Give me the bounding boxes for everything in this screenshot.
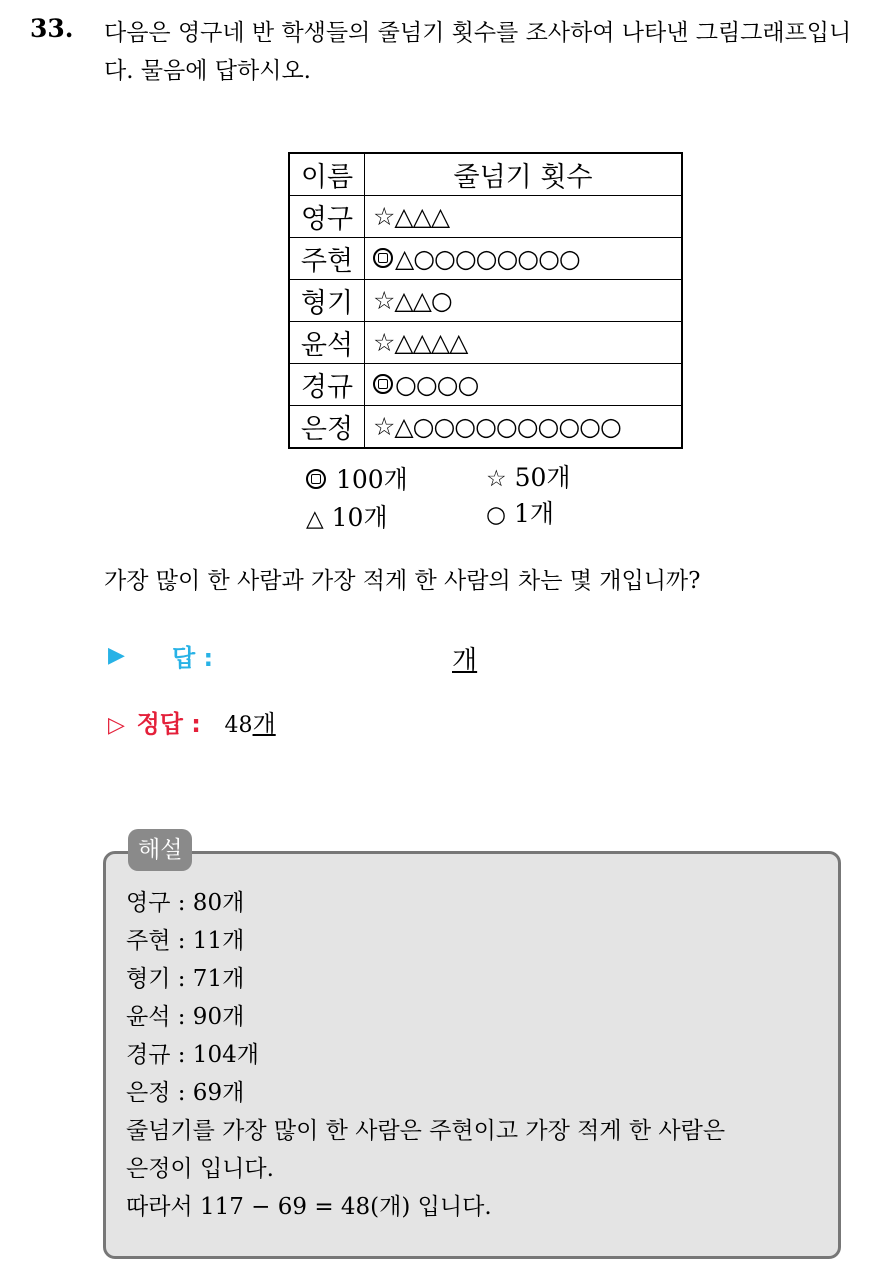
row-name: 주현 (289, 238, 365, 280)
explanation-line: 줄넘기를 가장 많이 한 사람은 주현이고 가장 적게 한 사람은 (126, 1118, 726, 1144)
row-symbols: △○○○○○○○○ (395, 244, 580, 273)
legend-hundred-label: 100개 (335, 465, 408, 494)
explanation-line: 형기 : 71개 (126, 966, 245, 992)
table-row (289, 406, 682, 449)
row-symbols-with-hundred (365, 238, 683, 280)
header-name: 이름 (289, 153, 365, 196)
legend-triangle (306, 498, 388, 534)
table-row (289, 196, 682, 238)
explanation-line: 주현 : 11개 (126, 928, 245, 954)
legend-star (486, 458, 571, 494)
triangle-icon: △ (306, 506, 324, 532)
explanation-line: 은정이 입니다. (126, 1156, 274, 1182)
explanation-lines (126, 884, 836, 1226)
correct-number: 48 (224, 713, 253, 738)
answer-unit[interactable]: 개 (452, 646, 478, 676)
table-row (289, 364, 682, 406)
explanation-line: 윤석 : 90개 (126, 1004, 245, 1030)
question-text: 다음은 영구네 반 학생들의 줄넘기 횟수를 조사하여 나타낸 그림그래프입니다. 물음에 답하시오. (104, 20, 852, 84)
legend-circle (486, 494, 554, 530)
legend-triangle-label: 10개 (331, 503, 388, 532)
hundred-icon (373, 248, 393, 268)
correct-answer-value (224, 710, 276, 738)
sub-question: 가장 많이 한 사람과 가장 적게 한 사람의 차는 몇 개입니까? (104, 568, 701, 594)
row-name: 경규 (289, 364, 365, 406)
row-name: 은정 (289, 406, 365, 449)
explanation-line: 영구 : 80개 (126, 890, 245, 916)
explanation-line: 따라서 117 − 69 = 48(개) 입니다. (126, 1194, 492, 1220)
correct-answer-row (108, 704, 276, 739)
circle-icon: ○ (486, 502, 507, 528)
star-icon: ☆ (486, 466, 507, 492)
explanation-line: 은정 : 69개 (126, 1080, 245, 1106)
row-symbols: ○○○○ (395, 370, 479, 399)
question-number: 33. (30, 14, 74, 43)
explanation-line: 경규 : 104개 (126, 1042, 259, 1068)
row-symbols: ☆△△○ (365, 280, 683, 322)
correct-answer-label: 정답 : (136, 710, 201, 738)
outline-arrow-icon: ▷ (108, 713, 125, 738)
legend-star-label: 50개 (514, 463, 571, 492)
explanation-tag: 해설 (128, 829, 192, 871)
answer-label: 답 : (172, 644, 214, 672)
hundred-icon (306, 469, 326, 489)
legend-circle-label: 1개 (514, 499, 555, 528)
picture-graph-table (288, 152, 683, 449)
row-name: 윤석 (289, 322, 365, 364)
play-arrow-icon: ▶ (108, 643, 125, 668)
row-symbols: ☆△○○○○○○○○○○ (365, 406, 683, 449)
table-row (289, 280, 682, 322)
row-symbols: ☆△△△△ (365, 322, 683, 364)
row-name: 영구 (289, 196, 365, 238)
table-row (289, 322, 682, 364)
row-symbols: ☆△△△ (365, 196, 683, 238)
hundred-icon (373, 374, 393, 394)
legend-hundred (306, 460, 408, 496)
correct-unit: 개 (252, 710, 276, 738)
answer-row (108, 640, 214, 672)
table-row (289, 238, 682, 280)
row-name: 형기 (289, 280, 365, 322)
table-header-row (289, 153, 682, 196)
header-count: 줄넘기 횟수 (365, 153, 683, 196)
row-symbols-with-hundred (365, 364, 683, 406)
